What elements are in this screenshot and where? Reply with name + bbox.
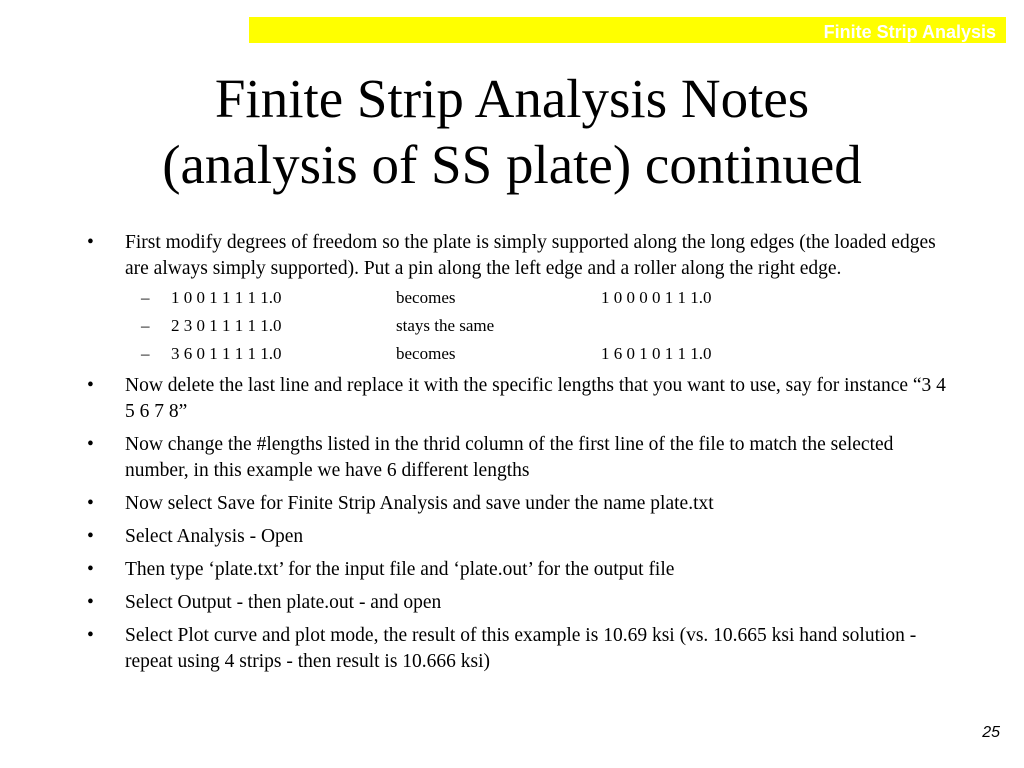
- sub-item-after: 1 6 0 1 0 1 1 1.0: [601, 344, 712, 363]
- bullet-item: [87, 623, 947, 675]
- bullet-item: [87, 230, 947, 282]
- bullet-text: Then type ‘plate.txt’ for the input file and ‘plate.out’ for the output file: [125, 559, 675, 580]
- slide-title: [0, 66, 1024, 198]
- sub-item-before: 1 0 0 1 1 1 1 1.0: [171, 288, 282, 307]
- bullet-marker: •: [87, 592, 94, 613]
- bullet-text: Select Output - then plate.out - and open: [125, 592, 442, 613]
- header-label: Finite Strip Analysis: [823, 22, 996, 42]
- bullet-text: Now select Save for Finite Strip Analysis and save under the name plate.txt: [125, 493, 714, 514]
- sub-marker: –: [141, 316, 150, 335]
- sub-item: [87, 315, 947, 337]
- bullet-text: Now change the #lengths listed in the thrid column of the first line of the file to match the selected number, in this example we have 6 different lengths: [125, 434, 894, 481]
- sub-item-before: 2 3 0 1 1 1 1 1.0: [171, 316, 282, 335]
- bullet-marker: •: [87, 625, 94, 646]
- slide-content: [87, 230, 947, 682]
- bullet-item: [87, 557, 947, 583]
- bullet-item: [87, 373, 947, 425]
- bullet-text: First modify degrees of freedom so the plate is simply supported along the long edges (the loaded edges are always simply supported). Put a pin along the left edge and a roller along the right edge.: [125, 232, 936, 279]
- bullet-item: [87, 590, 947, 616]
- sub-item: [87, 343, 947, 365]
- sub-item-after: 1 0 0 0 0 1 1 1.0: [601, 288, 712, 307]
- sub-item-action: stays the same: [396, 316, 495, 335]
- bullet-item: [87, 432, 947, 484]
- bullet-marker: •: [87, 375, 94, 396]
- slide-title-line-1: Finite Strip Analysis Notes: [214, 68, 810, 129]
- bullet-text: Select Plot curve and plot mode, the result of this example is 10.69 ksi (vs. 10.665 ksi hand solution - repeat using 4 strips - then result is 10.666 ksi): [125, 625, 917, 672]
- page-number: 25: [982, 724, 1000, 741]
- bullet-item: [87, 491, 947, 517]
- bullet-marker: •: [87, 559, 94, 580]
- sub-list: [87, 287, 947, 365]
- bullet-marker: •: [87, 232, 94, 253]
- sub-item-action: becomes: [396, 288, 456, 307]
- bullet-item: [87, 524, 947, 550]
- bullet-marker: •: [87, 493, 94, 514]
- sub-item: [87, 287, 947, 309]
- bullet-text: Now delete the last line and replace it with the specific lengths that you want to use, say for instance “3 4 5 6 7 8”: [125, 375, 946, 422]
- bullet-marker: •: [87, 434, 94, 455]
- sub-marker: –: [141, 288, 150, 307]
- sub-item-before: 3 6 0 1 1 1 1 1.0: [171, 344, 282, 363]
- header-bar: [249, 17, 1006, 43]
- slide-title-line-2: (analysis of SS plate) continued: [162, 134, 862, 195]
- bullet-text: Select Analysis - Open: [125, 526, 304, 547]
- sub-item-action: becomes: [396, 344, 456, 363]
- bullet-marker: •: [87, 526, 94, 547]
- sub-marker: –: [141, 344, 150, 363]
